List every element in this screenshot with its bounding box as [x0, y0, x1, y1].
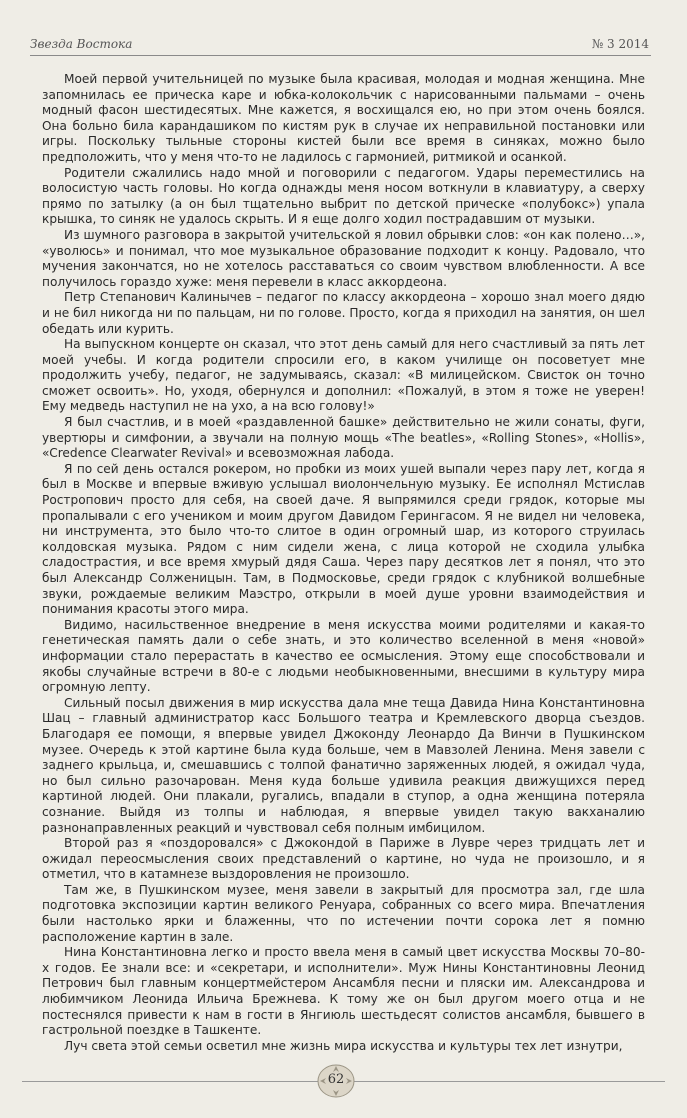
paragraph: Петр Степанович Калинычев – педагог по классу аккордеона – хорошо знал моего дядю и не бил никогда ни по пальцам, ни по голове. Просто, когда я приходил на занятия, он шел обедать или курить.	[42, 290, 645, 336]
paragraph: Я был счастлив, и в моей «раздавленной башке» действительно не жили сонаты, фуги, увертюры и симфонии, а звучали на полную мощь «The beatles», «Rolling Stones», «Hollis», «Credence Clearwater Revival» и всевозможная лабода.	[42, 415, 645, 461]
journal-title: Звезда Востока	[30, 37, 133, 51]
paragraph: Там же, в Пушкинском музее, меня завели в закрытый для просмотра зал, где шла подготовка экспозиции картин великого Ренуара, собранных со всего мира. Впечатления были настолько ярки и блаженны, что по истечении почти сорока лет я помню расположение картин в зале.	[42, 882, 645, 944]
paragraph: На выпускном концерте он сказал, что этот день самый для него счастливый за пять лет моей учебы. И когда родители спросили его, в каком училище он посоветует мне продолжить учебу, педагог, не задумываясь, сказал: «В милицейском. Свисток он точно сможет освоить». Но, уходя, обернулся и дополнил: «Пожалуй, в этом я тоже не уверен! Ему медведь наступил не на ухо, а на всю голову!»	[42, 337, 645, 414]
paragraph: Из шумного разговора в закрытой учительской я ловил обрывки слов: «он как полено…», «уволюсь» и понимал, что мое музыкальное образование подходит к концу. Радовало, что мучения закончатся, но не хотелось расставаться со своим чувством влюбленности. А все получилось гораздо хуже: меня перевели в класс аккордеона.	[42, 227, 645, 289]
page-number: 62	[327, 1072, 345, 1087]
paragraph: Второй раз я «поздоровался» с Джокондой в Париже в Лувре через тридцать лет и ожидал переосмысления своих представлений о картине, но чуда не произошло, и я отметил, что в катамнезе выздоровления не произошло.	[42, 836, 645, 882]
paragraph: Моей первой учительницей по музыке была красивая, молодая и модная женщина. Мне запомнилась ее прическа каре и юбка-колокольчик с нарисованными пальмами – очень модный фасон шестидесятых. Мне кажется, я восхищался ею, но при этом очень боялся. Она больно била карандашиком по кистям рук в случае их неправильной постановки или игры. Поскольку тыльные стороны кистей были все время в синяках, можно было предположить, что у меня что-то не ладилось с гармонией, ритмикой и осанкой.	[42, 72, 645, 164]
paragraph: Родители сжалились надо мной и поговорили с педагогом. Удары переместились на волосистую часть головы. Но когда однажды меня носом воткнули в клавиатуру, а сверху прямо по затылку (а он был тщательно выбрит по детской прическе «полубокс») упала крышка, то синяк не удалось скрыть. И я еще долго ходил пострадавшим от музыки.	[42, 165, 645, 227]
article-body	[42, 72, 645, 1054]
paragraph: Я по сей день остался рокером, но пробки из моих ушей выпали через пару лет, когда я был в Москве и впервые вживую услышал виолончельную музыку. Ее исполнял Мстислав Ростропович просто для себя, на своей даче. Я выпрямился среди грядок, которые мы пропалывали с его учеником и моим другом Давидом Герингасом. Я не видел ни человека, ни инструмента, это было что-то слитое в один огромный шар, из которого струилась колдовская музыка. Рядом с ним сидели жена, с лица которой не сходила улыбка сладострастия, и все время хмурый дядя Саша. Через пару десятков лет я понял, что это был Александр Солженицын. Там, в Подмосковье, среди грядок с клубникой волшебные звуки, рождаемые великим Маэстро, открыли в моей душе уровни взаимодействия и понимания красоты этого мира.	[42, 461, 645, 617]
paragraph: Луч света этой семьи осветил мне жизнь мира искусства и культуры тех лет изнутри,	[64, 1038, 623, 1053]
issue-number: № 3 2014	[591, 37, 649, 51]
running-header	[30, 33, 651, 59]
page-number-badge	[316, 1062, 356, 1100]
paragraph: Сильный посыл движения в мир искусства дала мне теща Давида Нина Константиновна Шац – главный администратор касс Большого театра и Кремлевского дворца съездов. Благодаря ее помощи, я впервые увидел Джоконду Леонардо Да Винчи в Пушкинском музее. Очередь к этой картине была куда больше, чем в Мавзолей Ленина. Меня завели с заднего крыльца, и, смешавшись с толпой фанатично заряженных людей, я ожидал чуда, но был сильно разочарован. Меня куда больше удивила реакция движущихся перед картиной людей. Они плакали, ругались, впадали в ступор, а одна женщина потеряла сознание. Выйдя из толпы и наблюдая, я впервые увидел такую вакханалию разнонаправленных реакций и чувствовал себя полным имбицилом.	[42, 695, 645, 835]
paragraph: Видимо, насильственное внедрение в меня искусства моими родителями и какая-то генетическая память дали о себе знать, и это количество вселенной в меня «новой» информации стало перерастать в качество ее осмысления. Этому еще способствовали и якобы случайные встречи в 80-е с людьми необыкновенными, внесшими в культуру мира огромную лепту.	[42, 617, 645, 695]
header-rule	[30, 55, 651, 56]
paragraph: Нина Константиновна легко и просто ввела меня в самый цвет искусства Москвы 70–80-х годов. Ее знали все: и «секретари, и исполнители». Муж Нины Константиновны Леонид Петрович был главным концертмейстером Ансамбля песни и пляски им. Александрова и любимчиком Леонида Ильича Брежнева. К тому же он был другом моего отца и не постеснялся привести к нам в гости в Янгиюль шестьдесят солистов ансамбля, бывшего в гастрольной поездке в Ташкенте.	[42, 945, 645, 1038]
